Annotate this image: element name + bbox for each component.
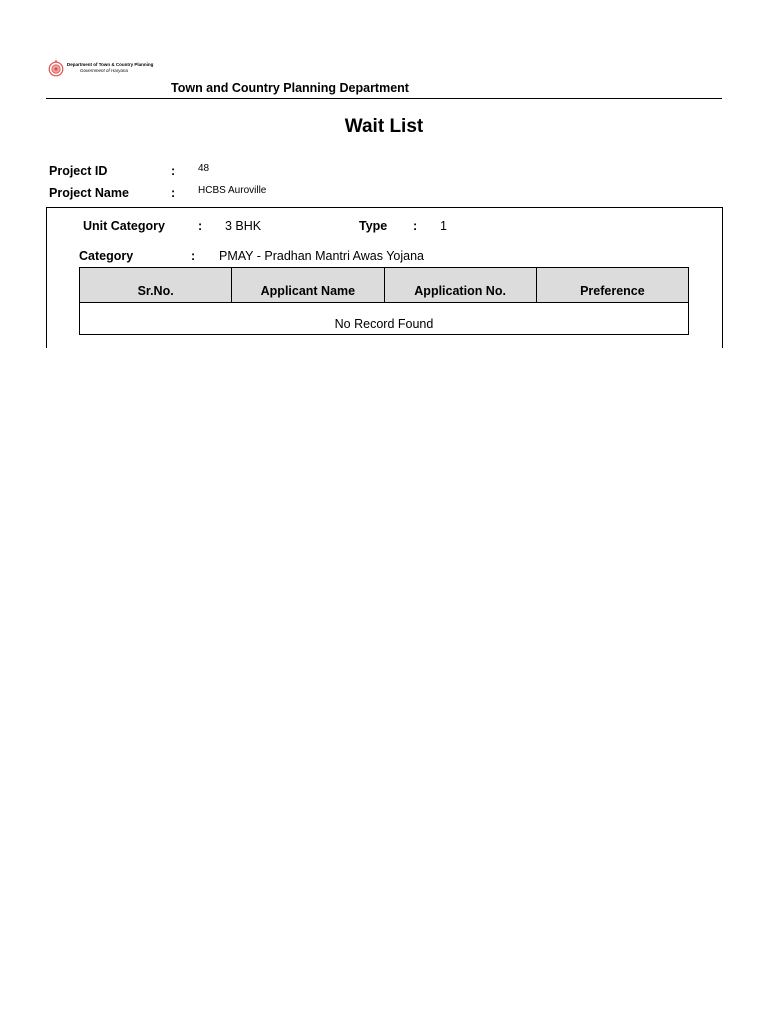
project-name-label: Project Name [49, 186, 129, 200]
table-row [80, 303, 689, 335]
project-name-colon: : [171, 186, 176, 200]
type-value: 1 [440, 219, 447, 233]
wait-list-table [79, 267, 689, 335]
project-name-value: HCBS Auroville [198, 185, 267, 196]
unit-category-value: 3 BHK [225, 219, 262, 233]
type-label: Type [359, 219, 388, 233]
category-label: Category [79, 249, 134, 263]
category-colon: : [191, 249, 196, 263]
logo-text-government: Government of Haryana [80, 68, 129, 73]
page-title: Wait List [344, 116, 424, 137]
column-header-applicant-name: Applicant Name [232, 268, 384, 303]
logo-text-department: Department of Town & Country Planning [67, 62, 154, 67]
unit-category-colon: : [198, 219, 203, 233]
type-colon: : [413, 219, 418, 233]
table-header-row [80, 268, 689, 303]
department-title: Town and Country Planning Department [171, 81, 409, 95]
project-id-value: 48 [198, 163, 210, 174]
project-id-label: Project ID [49, 164, 108, 178]
category-value: PMAY - Pradhan Mantri Awas Yojana [219, 249, 424, 263]
haryana-emblem-icon [48, 59, 64, 77]
column-header-sr-no: Sr.No. [80, 268, 232, 303]
empty-table-message: No Record Found [80, 303, 689, 335]
unit-category-label: Unit Category [83, 219, 165, 233]
column-header-application-no: Application No. [384, 268, 536, 303]
column-header-preference: Preference [536, 268, 688, 303]
header-divider [46, 98, 722, 99]
project-id-colon: : [171, 164, 176, 178]
